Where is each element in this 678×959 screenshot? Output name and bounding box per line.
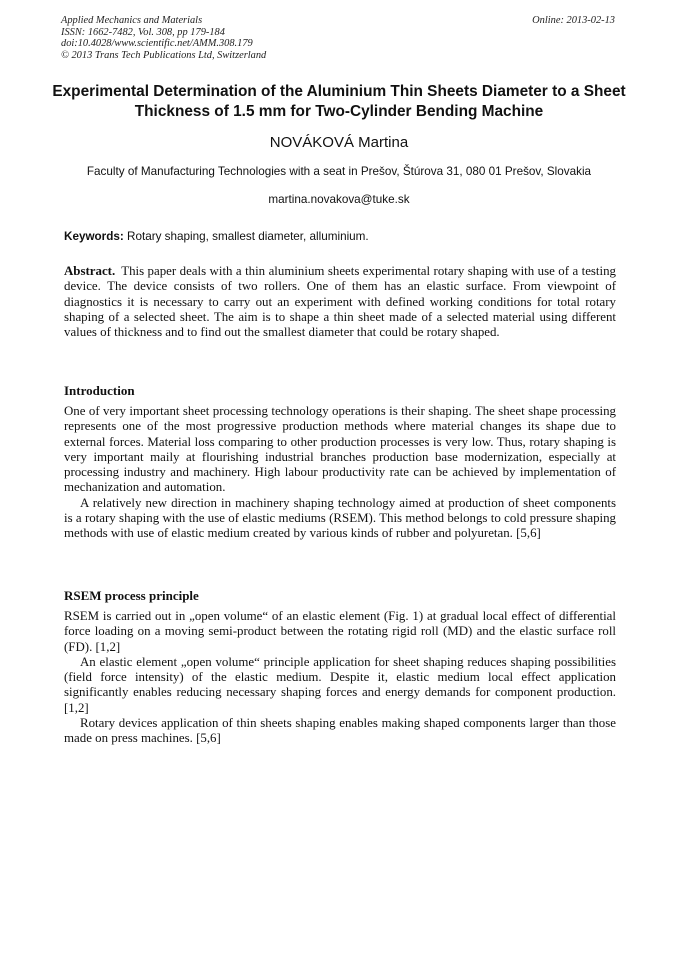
paragraph: RSEM is carried out in „open volume“ of an elastic element (Fig. 1) at gradual local effect of differential force loading on a moving semi-product between the rotating rigid roll (MD) and the elastic surface roll (FD). [1,2]: [64, 609, 616, 654]
paragraph: Rotary devices application of thin sheets shaping enables making shaped components larger than those made on press machines. [5,6]: [64, 716, 616, 746]
keywords-text: Rotary shaping, smallest diameter, alluminium.: [127, 230, 369, 243]
abstract-text: This paper deals with a thin aluminium sheets experimental rotary shaping with use of a testing device. The device consists of two rollers. One of them has an elastic surface. From viewpoint of diagnostics it is necessary to carry out an experiment with defined working conditions for total rotary shaping of a selected sheet. The aim is to shape a thin sheet made of a selected material using different values of thickness and to find out the smallest diameter that could be rotary shaped.: [64, 264, 616, 340]
journal-name: Applied Mechanics and Materials: [61, 15, 203, 26]
keywords-label: Keywords:: [64, 230, 124, 243]
rsem-section: [64, 609, 616, 747]
doi-line: doi:10.4028/www.scientific.net/AMM.308.179: [61, 38, 253, 50]
paragraph: An elastic element „open volume“ principle application for sheet shaping reduces shaping possibilities (field force intensity) of the elastic medium. Despite it, elastic medium local effect application significantly enables reducing necessary shaping forces and energy demands for component production. [1,2]: [64, 654, 616, 715]
abstract-label: Abstract.: [64, 264, 116, 278]
journal-header: [61, 15, 617, 61]
copyright-line: © 2013 Trans Tech Publications Ltd, Switzerland: [61, 49, 267, 61]
introduction-heading: Introduction: [64, 383, 135, 398]
author-name: NOVÁKOVÁ Martina: [269, 134, 409, 151]
paragraph: A relatively new direction in machinery shaping technology aimed at production of sheet components is a rotary shaping with the use of elastic mediums (RSEM). This method belongs to cold pressure shaping methods with use of elastic medium created by various kinds of rubber and polyuretan. [5,6]: [64, 495, 616, 541]
author-email: martina.novakova@tuke.sk: [268, 193, 410, 206]
abstract: [64, 264, 616, 340]
paper-title: Experimental Determination of the Aluminium Thin Sheets Diameter to a Sheet Thickness of 1.5 mm for Two-Cylinder Bending Machine: [52, 83, 626, 120]
online-date: Online: 2013-02-13: [532, 15, 615, 26]
rsem-heading: RSEM process principle: [64, 588, 199, 603]
introduction-section: [64, 404, 616, 542]
issn-line: ISSN: 1662-7482, Vol. 308, pp 179-184: [61, 26, 225, 38]
paragraph: One of very important sheet processing technology operations is their shaping. The sheet shape processing represents one of the most progressive production methods where material changes its shape due to external forces. Material loss comparing to other production processes is very low. Thus, rotary shaping is very important maily at flourishing industrial branches production base modernization, especially at processing industry and machinery. High labour productivity rate can be achieved by implementation of mechanization and automation.: [64, 404, 616, 495]
keywords: [64, 230, 616, 244]
affiliation: Faculty of Manufacturing Technologies with a seat in Prešov, Štúrova 31, 080 01 Prešov, Slovakia: [86, 165, 592, 178]
